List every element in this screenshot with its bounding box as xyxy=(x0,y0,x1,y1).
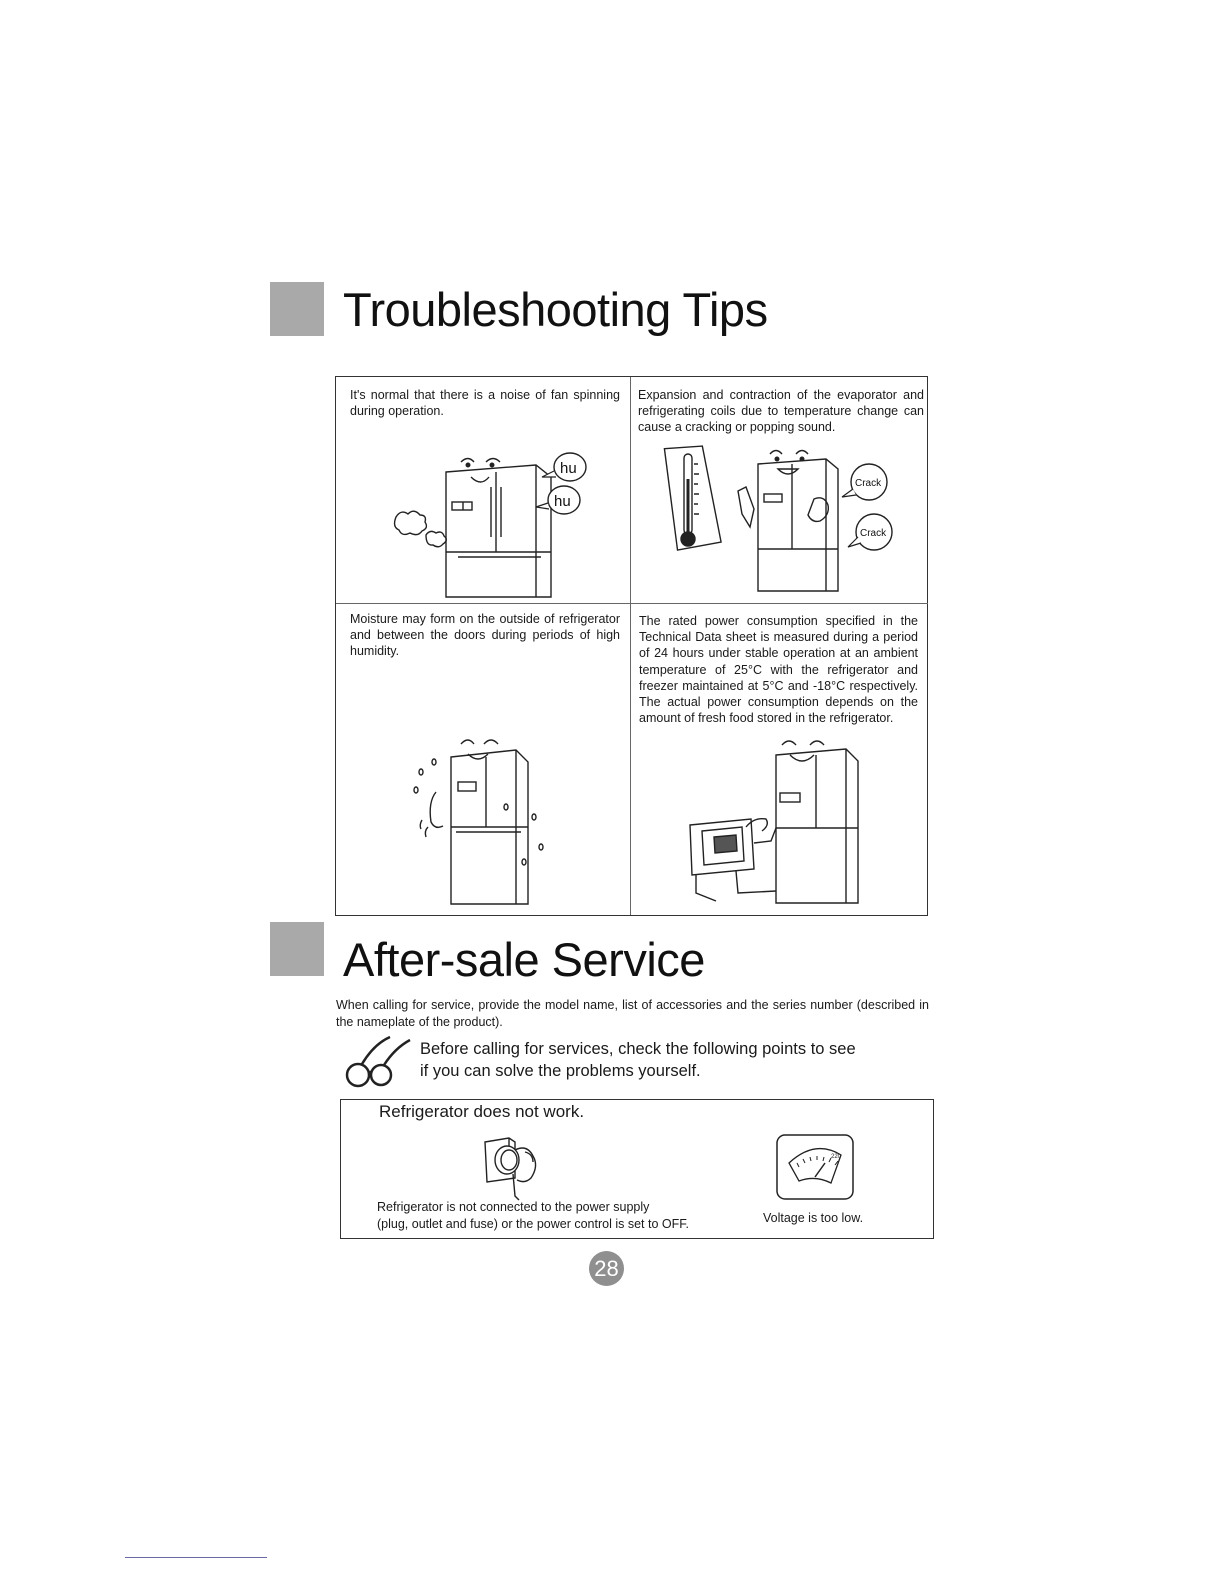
fridge-power-meter-illustration xyxy=(676,733,921,913)
cause-no-power xyxy=(377,1199,689,1232)
bubble-text: Crack xyxy=(860,528,887,539)
cause-low-voltage: Voltage is too low. xyxy=(763,1211,864,1225)
tip-fan-noise-text: It's normal that there is a noise of fan spinning during operation. xyxy=(350,388,620,419)
check-note-line-2: if you can solve the problems yourself. xyxy=(420,1062,701,1080)
troubleshooting-title: Troubleshooting Tips xyxy=(343,283,768,336)
fridge-thermometer-illustration xyxy=(646,439,926,601)
check-before-calling-note xyxy=(420,1038,920,1082)
plug-icon xyxy=(479,1134,549,1204)
bubble-text: hu xyxy=(560,460,577,477)
section-marker xyxy=(270,922,324,976)
glasses-icon xyxy=(340,1034,412,1090)
section-marker xyxy=(270,282,324,336)
gauge-label: 220 xyxy=(831,1154,842,1160)
cause-no-power-line-1: Refrigerator is not connected to the power supply xyxy=(377,1200,650,1214)
fridge-moisture-illustration xyxy=(406,732,566,912)
cause-no-power-line-2: (plug, outlet and fuse) or the power control is set to OFF. xyxy=(377,1216,689,1231)
problem-checklist-box xyxy=(340,1099,934,1239)
after-sale-title: After-sale Service xyxy=(343,933,705,986)
tip-power-consumption-text: The rated power consumption specified in the Technical Data sheet is measured during a period of 24 hours under stable operation at an ambient temperature of 25°C with the refrigerator and freezer maintained at 5°C and -18°C respectively. The actual power consumption depends on the amount of fresh food stored in the refrigerator. xyxy=(639,614,918,726)
footer-rule xyxy=(125,1557,267,1558)
service-intro-text: When calling for service, provide the model name, list of accessories and the series number (described in the nameplate of the product). xyxy=(336,998,929,1029)
check-note-line-1: Before calling for services, check the following points to see xyxy=(420,1040,856,1058)
grid-divider-horizontal xyxy=(336,603,928,604)
tip-cracking-sound-text: Expansion and contraction of the evaporator and refrigerating coils due to temperature change can cause a cracking or popping sound. xyxy=(638,388,924,435)
bubble-text: hu xyxy=(554,493,571,510)
voltmeter-icon xyxy=(775,1133,855,1201)
tip-moisture-text: Moisture may form on the outside of refrigerator and between the doors during periods of high humidity. xyxy=(350,612,620,659)
troubleshooting-grid xyxy=(335,376,928,916)
bubble-text: Crack xyxy=(855,478,882,489)
page-number: 28 xyxy=(589,1251,624,1286)
grid-divider-vertical xyxy=(630,377,631,915)
problem-title: Refrigerator does not work. xyxy=(379,1102,585,1121)
fridge-fan-noise-illustration xyxy=(376,447,606,602)
